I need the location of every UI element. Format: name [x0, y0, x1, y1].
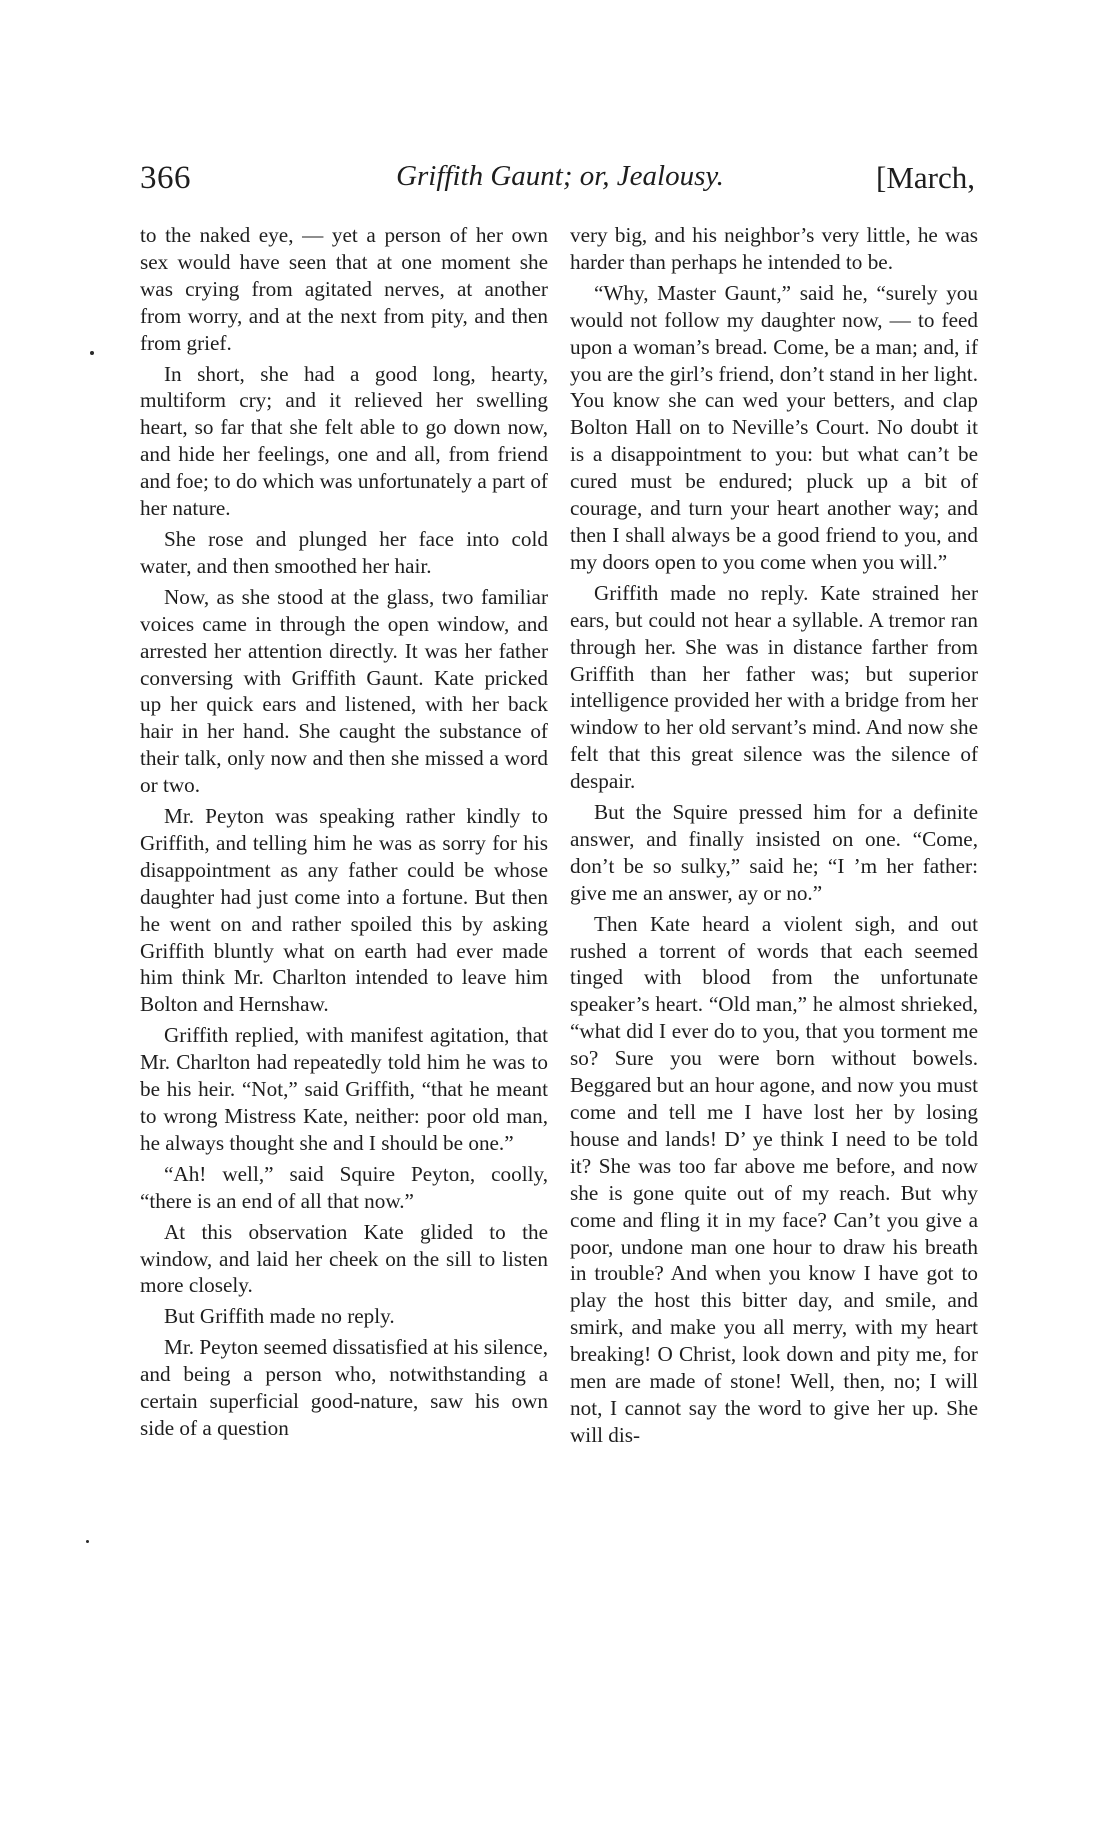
- paragraph: very big, and his neighbor’s very little, he was harder than perhaps he intended to be.: [570, 223, 978, 274]
- paragraph: “Why, Master Gaunt,” said he, “surely you would not follow my daughter now, — to feed upon a woman’s bread. Come, be a man; and, if you are the girl’s friend, don’t stand in her light. You know she can wed your betters, and clap Bolton Hall on to Neville’s Court. No doubt it is a disappointment to you: but what can’t be cured must be endured; pluck up a bit of courage, and turn your heart another way; and then I shall always be a good friend to you, and my doors open to you come when you will.”: [570, 280, 978, 574]
- running-head: [140, 160, 975, 210]
- paragraph: In short, she had a good long, hearty, multiform cry; and it relieved her swelling heart, so far that she felt able to go down now, and hide her feelings, one and all, from friend and foe; to do which was unfortunately a part of her nature.: [140, 361, 548, 521]
- paragraph: Mr. Peyton seemed dissatisfied at his silence, and being a person who, notwithstanding a certain superficial good-nature, saw his own side of a question: [140, 1335, 548, 1440]
- margin-speck: [90, 351, 94, 355]
- paragraph: But the Squire pressed him for a definite answer, and finally insisted on one. “Come, don’t be so sulky,” said he; “I ’m her father: give me an answer, ay or no.”: [570, 800, 978, 905]
- margin-speck: [86, 1540, 89, 1543]
- paragraph: At this observation Kate glided to the window, and laid her cheek on the sill to listen more closely.: [140, 1219, 548, 1298]
- paragraph: to the naked eye, — yet a person of her own sex would have seen that at one moment she was crying from agitated nerves, at another from worry, and at the next from pity, and then from grief.: [140, 223, 548, 355]
- paragraph: Mr. Peyton was speaking rather kindly to Griffith, and telling him he was as sorry for his disappointment as any father could be whose daughter had just come into a fortune. But then he went on and rather spoiled this by asking Griffith bluntly what on earth had ever made him think Mr. Charlton intended to leave him Bolton and Hernshaw.: [140, 804, 548, 1017]
- paragraph: Then Kate heard a violent sigh, and out rushed a torrent of words that each seemed tinged with blood from the unfortunate speaker’s heart. “Old man,” he almost shrieked, “what did I ever do to you, that you torment me so? Sure you were born without bowels. Beggared but an hour agone, and now you must come and tell me I have lost her by losing house and lands! D’ ye think I need to be told it? She was too far above me before, and now she is gone quite out of my reach. But why come and fling it in my face? Can’t you give a poor, undone man one hour to draw his breath in trouble? And when you know I have got to play the host this bitter day, and smile, and smirk, and make you all merry, with my heart breaking! O Christ, look down and pity me, for men are made of stone! Well, then, no; I will not, I cannot say the word to give her up. She will dis-: [570, 911, 978, 1447]
- paragraph: Griffith replied, with manifest agitation, that Mr. Charlton had repeatedly told him he was to be his heir. “Not,” said Griffith, “that he meant to wrong Mistress Kate, neither: poor old man, he always thought she and I should be one.”: [140, 1023, 548, 1155]
- paragraph: But Griffith made no reply.: [164, 1304, 395, 1329]
- running-title: Griffith Gaunt; or, Jealousy.: [396, 160, 724, 192]
- left-column: [140, 222, 548, 1446]
- running-month: [March,: [876, 160, 975, 195]
- paragraph: Griffith made no reply. Kate strained her ears, but could not hear a syllable. A tremor ran through her. She was in distance farther from Griffith than her father was; but superior intelligence provided her with a bridge from her window to her old servant’s mind. And now she felt that this great silence was the silence of despair.: [570, 580, 978, 794]
- paragraph: Now, as she stood at the glass, two familiar voices came in through the open window, and arrested her attention directly. It was her father conversing with Griffith Gaunt. Kate pricked up her quick ears and listened, with her back hair in her hand. She caught the substance of their talk, only now and then she missed a word or two.: [140, 584, 548, 798]
- right-column: [570, 222, 978, 1453]
- paragraph: “Ah! well,” said Squire Peyton, coolly, “there is an end of all that now.”: [140, 1161, 548, 1213]
- paragraph: She rose and plunged her face into cold water, and then smoothed her hair.: [140, 526, 548, 578]
- page-number: 366: [140, 160, 191, 196]
